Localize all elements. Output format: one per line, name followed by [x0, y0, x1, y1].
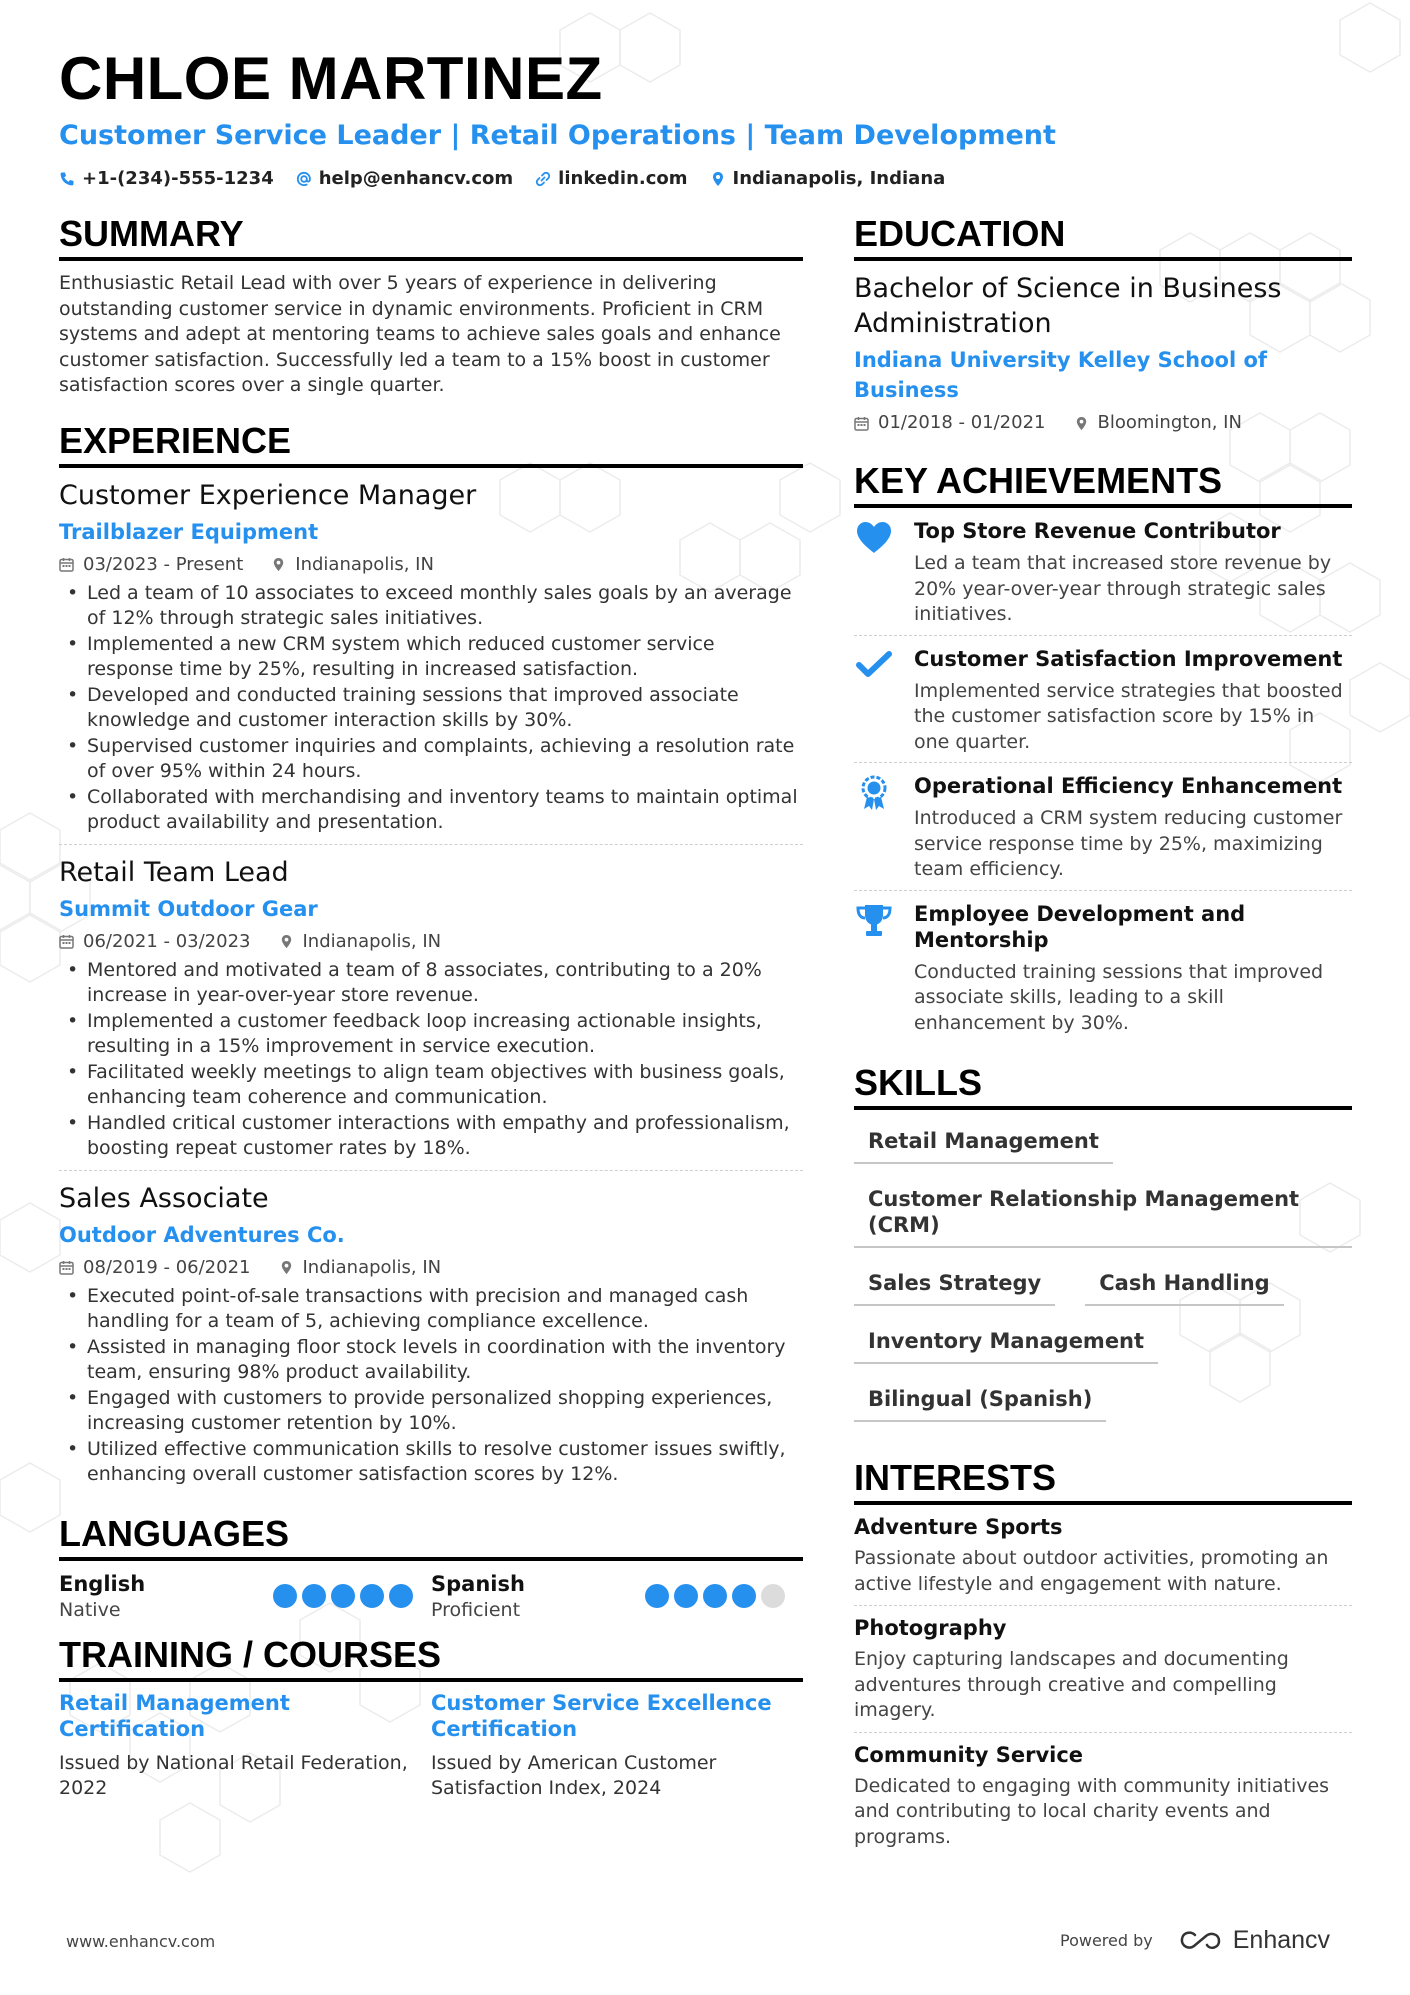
at-icon: [296, 171, 312, 187]
course-item: [431, 1690, 803, 1802]
location-pin-icon: [279, 934, 294, 949]
achievement-item: [854, 891, 1352, 1044]
bullet-item: • Facilitated weekly meetings to align team objectives with business goals, enhancing team coherence and communication.: [59, 1060, 803, 1111]
interest-title: Photography: [854, 1616, 1007, 1640]
interest-description: Dedicated to engaging with community initiatives and contributing to local charity events and programs.: [854, 1774, 1330, 1848]
language-item: [59, 1571, 431, 1623]
contact-email[interactable]: [296, 166, 513, 192]
achievement-description: Introduced a CRM system reducing customer service response time by 25%, maximizing team efficiency.: [914, 807, 1343, 880]
achievements-heading: KEY ACHIEVEMENTS: [854, 461, 1352, 508]
interests-heading: INTERESTS: [854, 1458, 1352, 1505]
achievement-description: Led a team that increased store revenue by 20% year-over-year through strategic sales initiatives.: [914, 552, 1332, 625]
resume-header: [59, 44, 1359, 192]
skill-tag: Retail Management: [854, 1120, 1113, 1164]
language-name: Spanish: [431, 1571, 525, 1596]
company-name: Summit Outdoor Gear: [59, 896, 318, 921]
education-dates: 01/2018 - 01/2021: [878, 412, 1046, 433]
course-description: Issued by American Customer Satisfaction Index, 2024: [431, 1751, 717, 1799]
rating-dot-filled: [273, 1584, 297, 1608]
training-heading: TRAINING / COURSES: [59, 1635, 803, 1682]
achievement-title: Top Store Revenue Contributor: [914, 519, 1281, 543]
experience-section: [59, 421, 803, 1496]
brand-name: Enhancv: [1232, 1926, 1331, 1954]
bullet-item: • Mentored and motivated a team of 8 associates, contributing to a 20% increase in year-over-year store revenue.: [59, 958, 803, 1009]
job-bullets: [59, 1284, 803, 1488]
job-title: Retail Team Lead: [59, 856, 289, 888]
interest-title: Community Service: [854, 1742, 1084, 1767]
location-pin-icon: [279, 1260, 294, 1275]
job-meta: [59, 1256, 803, 1280]
contact-linkedin[interactable]: [535, 166, 687, 192]
job-bullets: [59, 581, 803, 836]
achievement-description: Conducted training sessions that improved associate skills, leading to a skill enhancement by 30%.: [914, 960, 1324, 1034]
contact-location: [710, 166, 946, 192]
bullet-item: • Handled critical customer interactions with empathy and professionalism, boosting repeat customer rates by 18%.: [59, 1111, 803, 1162]
course-title: Retail Management Certification: [59, 1690, 290, 1741]
interest-description: Passionate about outdoor activities, promoting an active lifestyle and engagement with nature.: [854, 1547, 1329, 1595]
bullet-item: • Collaborated with merchandising and inventory teams to maintain optimal product availability and presentation.: [59, 785, 803, 836]
contact-bar: [59, 166, 1359, 192]
rating-dot-filled: [331, 1584, 355, 1608]
language-rating: [640, 1583, 785, 1609]
bullet-item: • Led a team of 10 associates to exceed monthly sales goals by an average of 12% through strategic sales initiatives.: [59, 581, 803, 632]
skill-tag: Bilingual (Spanish): [854, 1378, 1106, 1422]
bullet-item: • Implemented a customer feedback loop increasing actionable insights, resulting in a 15% improvement in service execution.: [59, 1009, 803, 1060]
bullet-item: • Implemented a new CRM system which reduced customer service response time by 25%, resulting in increased satisfaction.: [59, 632, 803, 683]
company-name: Trailblazer Equipment: [59, 519, 319, 544]
heart-icon: [854, 520, 894, 556]
job-location: Indianapolis, IN: [302, 930, 442, 952]
interests-section: [854, 1458, 1352, 1858]
language-item: [431, 1571, 803, 1623]
skill-tag: Customer Relationship Management (CRM): [854, 1178, 1352, 1248]
interest-item: [854, 1606, 1352, 1733]
headline: Customer Service Leader | Retail Operations | Team Development: [59, 120, 1056, 151]
skill-tag: Sales Strategy: [854, 1262, 1055, 1306]
summary-text: Enthusiastic Retail Lead with over 5 years of experience in delivering outstanding customer service in dynamic environments. Proficient in CRM systems and adept at mentoring teams to achieve sales goals and enhance customer satisfaction. Successfully led a team to a 15% boost in customer satisfaction scores over a single quarter.: [59, 272, 781, 396]
interest-item: [854, 1733, 1352, 1859]
rating-dot-filled: [302, 1584, 326, 1608]
education-section: [854, 214, 1352, 435]
rating-dot-filled: [703, 1584, 727, 1608]
bullet-item: • Assisted in managing floor stock levels in coordination with the inventory team, ensuring 98% product availability.: [59, 1335, 803, 1386]
interest-item: [854, 1505, 1352, 1606]
interest-description: Enjoy capturing landscapes and documenting adventures through creative and compelling imagery.: [854, 1648, 1289, 1721]
achievement-item: [854, 508, 1352, 636]
link-icon: [535, 171, 551, 187]
language-level: Proficient: [431, 1598, 521, 1621]
languages-heading: LANGUAGES: [59, 1514, 803, 1561]
job-location: Indianapolis, IN: [295, 553, 434, 575]
course-item: [59, 1690, 431, 1802]
rating-dot-filled: [674, 1584, 698, 1608]
calendar-icon: [59, 1260, 74, 1275]
job-bullets: [59, 958, 803, 1162]
left-column: [59, 214, 803, 1802]
rating-dot-filled: [389, 1584, 413, 1608]
calendar-icon: [854, 416, 869, 431]
linkedin-text: linkedin.com: [558, 168, 688, 189]
rating-dot-empty: [761, 1584, 785, 1608]
enhancv-logo-icon: [1179, 1930, 1223, 1952]
phone-icon: [59, 171, 75, 187]
company-name: Outdoor Adventures Co.: [59, 1222, 345, 1247]
skills-section: [854, 1063, 1352, 1436]
bullet-item: • Engaged with customers to provide personalized shopping experiences, increasing customer retention by 10%.: [59, 1386, 803, 1437]
job-dates: 08/2019 - 06/2021: [83, 1256, 251, 1278]
rating-dot-filled: [732, 1584, 756, 1608]
job-dates: 03/2023 - Present: [83, 553, 244, 575]
achievement-description: Implemented service strategies that boosted the customer satisfaction score by 15% in one quarter.: [914, 679, 1343, 753]
location-pin-icon: [271, 557, 286, 572]
calendar-icon: [59, 557, 74, 572]
job-title: Sales Associate: [59, 1182, 269, 1214]
course-title: Customer Service Excellence Certification: [431, 1690, 772, 1741]
experience-heading: EXPERIENCE: [59, 421, 803, 468]
languages-section: [59, 1514, 803, 1623]
language-name: English: [59, 1571, 146, 1596]
degree: Bachelor of Science in Business Administration: [854, 273, 1282, 339]
bullet-item: • Supervised customer inquiries and complaints, achieving a resolution rate of over 95% within 24 hours.: [59, 734, 803, 785]
bullet-item: • Executed point-of-sale transactions with precision and managed cash handling for a team of 5, achieving compliance excellence.: [59, 1284, 803, 1335]
check-icon: [854, 648, 894, 684]
powered-by-label: Powered by: [1060, 1931, 1153, 1950]
summary-section: [59, 214, 803, 399]
achievement-item: [854, 763, 1352, 891]
trophy-icon: [854, 903, 894, 939]
experience-entry: [59, 1171, 803, 1496]
footer-website[interactable]: www.enhancv.com: [66, 1932, 216, 1951]
language-level: Native: [59, 1598, 121, 1621]
email-text: help@enhancv.com: [318, 168, 514, 189]
rating-dot-filled: [645, 1584, 669, 1608]
summary-heading: SUMMARY: [59, 214, 803, 261]
language-rating: [268, 1583, 413, 1609]
bullet-item: • Developed and conducted training sessions that improved associate knowledge and customer interaction skills by 30%.: [59, 683, 803, 734]
interest-title: Adventure Sports: [854, 1515, 1063, 1539]
skill-tag: Cash Handling: [1085, 1262, 1283, 1306]
bullet-item: • Utilized effective communication skills to resolve customer issues swiftly, enhancing overall customer satisfaction scores by 12%.: [59, 1437, 803, 1488]
job-location: Indianapolis, IN: [302, 1256, 442, 1278]
right-column: [854, 214, 1352, 1858]
candidate-name: CHLOE MARTINEZ: [59, 45, 603, 112]
contact-phone[interactable]: [59, 166, 274, 192]
job-title: Customer Experience Manager: [59, 479, 477, 511]
location-pin-icon: [1074, 416, 1089, 431]
location-pin-icon: [710, 171, 726, 187]
experience-entry: [59, 845, 803, 1171]
education-heading: EDUCATION: [854, 214, 1352, 261]
location-text: Indianapolis, Indiana: [732, 168, 946, 189]
footer-branding: [1060, 1926, 1330, 1955]
rating-dot-filled: [360, 1584, 384, 1608]
course-description: Issued by National Retail Federation, 2022: [59, 1751, 408, 1799]
achievements-section: [854, 461, 1352, 1043]
achievement-item: [854, 636, 1352, 764]
education-meta: [854, 411, 1352, 435]
experience-entry: [59, 468, 803, 845]
job-dates: 06/2021 - 03/2023: [83, 930, 251, 952]
achievement-title: Operational Efficiency Enhancement: [914, 774, 1343, 798]
calendar-icon: [59, 934, 74, 949]
training-section: [59, 1635, 803, 1802]
job-meta: [59, 553, 803, 577]
skills-heading: SKILLS: [854, 1063, 1352, 1110]
achievement-title: Customer Satisfaction Improvement: [914, 646, 1343, 671]
phone-text: +1-(234)-555-1234: [82, 168, 274, 189]
achievement-title: Employee Development and Mentorship: [914, 901, 1246, 952]
education-location: Bloomington, IN: [1097, 412, 1242, 433]
award-icon: [854, 775, 894, 811]
skill-tag: Inventory Management: [854, 1320, 1158, 1364]
job-meta: [59, 930, 803, 954]
school-name: Indiana University Kelley School of Business: [854, 348, 1268, 402]
